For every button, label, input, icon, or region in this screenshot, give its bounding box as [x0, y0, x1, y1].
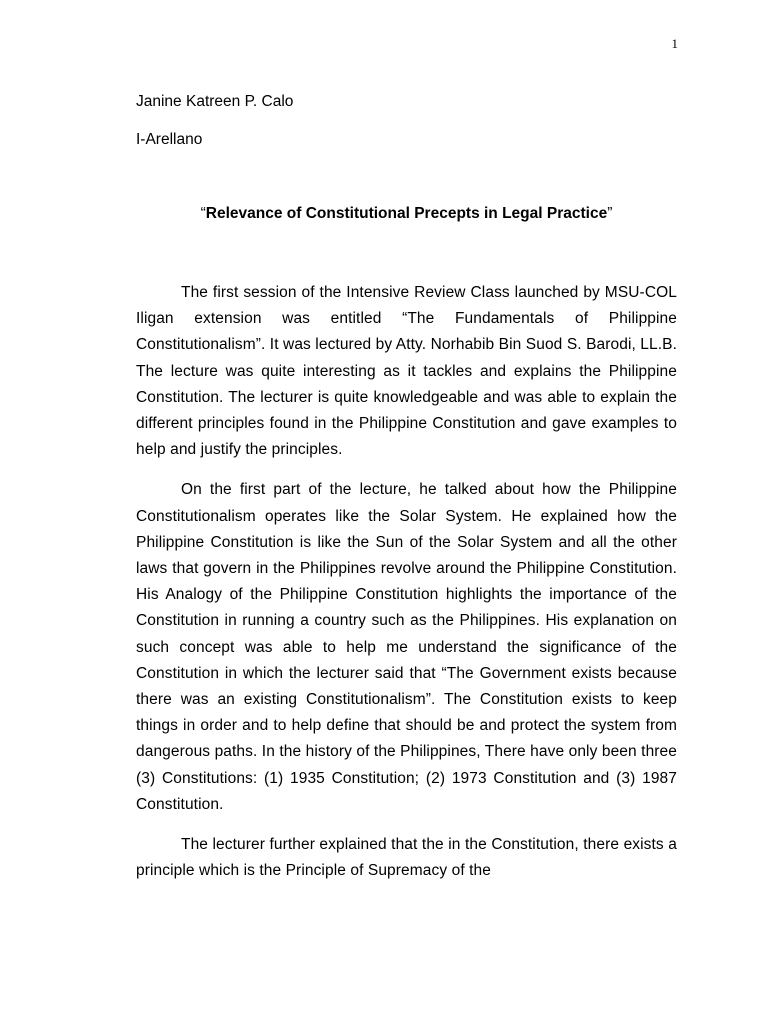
document-body: [136, 280, 677, 898]
author-name: Janine Katreen P. Calo: [136, 93, 294, 110]
title-text: Relevance of Constitutional Precepts in Legal Practice: [205, 205, 608, 222]
section-name: I-Arellano: [136, 131, 203, 148]
title-close-quote: ”: [607, 205, 613, 222]
title-open-quote: “: [200, 205, 206, 222]
paragraph: On the first part of the lecture, he talked about how the Philippine Constitutionalism operates like the Solar System. He explained how the Philippine Constitution is like the Sun of the Solar System and all the other laws that govern in the Philippines revolve around the Philippine Constitution. His Analogy of the Philippine Constitution highlights the importance of the Constitution in running a country such as the Philippines. His explanation on such concept was able to help me understand the significance of the Constitution in which the lecturer said that “The Government exists because there was an existing Constitutionalism”. The Constitution exists to keep things in order and to help define that should be and protect the system from dangerous paths. In the history of the Philippines, There have only been three (3) Constitutions: (1) 1935 Constitution; (2) 1973 Constitution and (3) 1987 Constitution.: [136, 481, 677, 813]
paragraph: The lecturer further explained that the in the Constitution, there exists a principle which is the Principle of Supremacy of the: [136, 836, 677, 880]
document-title: [136, 205, 677, 223]
paragraph: The first session of the Intensive Review Class launched by MSU-COL Iligan extension was entitled “The Fundamentals of Philippine Constitutionalism”. It was lectured by Atty. Norhabib Bin Suod S. Barodi, LL.B. The lecture was quite interesting as it tackles and explains the Philippine Constitution. The lecturer is quite knowledgeable and was able to explain the different principles found in the Philippine Constitution and gave examples to help and justify the principles.: [136, 284, 677, 459]
page-number: 1: [671, 36, 678, 51]
